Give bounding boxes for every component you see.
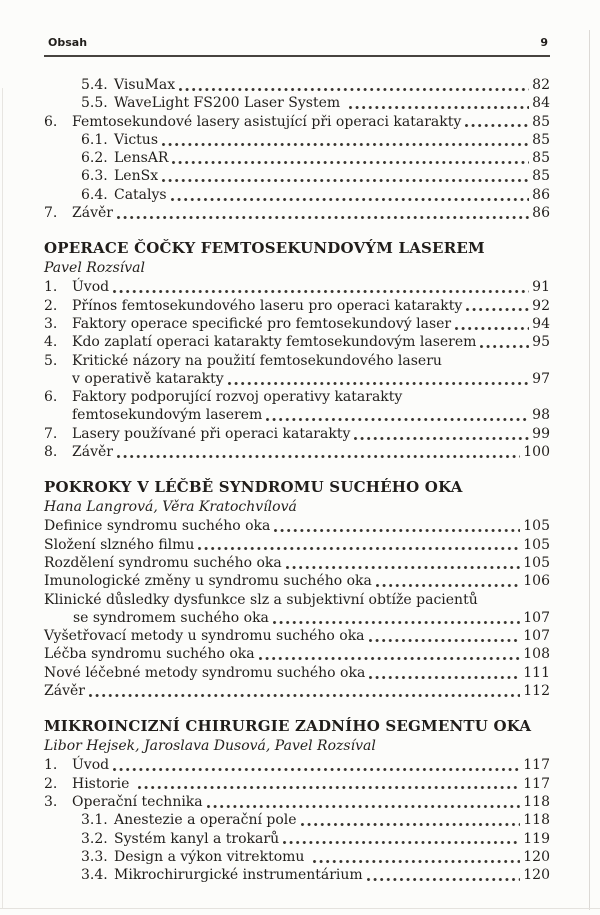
toc-entry-line (72, 352, 550, 370)
toc-entry-page: 120 (523, 848, 550, 865)
toc-entry-label: Historie (72, 775, 134, 792)
toc-entry-label: Závěr (72, 444, 113, 461)
toc-entry-line (72, 204, 550, 222)
toc-entry (44, 315, 550, 333)
toc-entry-line (72, 113, 550, 131)
toc-entry-label: WaveLight FS200 Laser System (114, 95, 345, 112)
toc-entry (44, 149, 550, 167)
toc-entry-page: 95 (532, 334, 550, 351)
toc-entry-body (72, 278, 550, 296)
toc-entry-body (44, 536, 550, 554)
toc-entry (44, 848, 550, 866)
toc-entry (44, 517, 550, 535)
toc-entry-body (72, 425, 550, 443)
dot-leader (465, 124, 529, 127)
section-authors: Pavel Rozsíval (44, 259, 146, 276)
toc-entry-number: 6. (44, 389, 58, 406)
dot-leader (162, 143, 529, 146)
toc-entry-line (44, 682, 550, 700)
toc-entry-line (72, 425, 550, 443)
toc-entry-page: 92 (532, 297, 550, 314)
toc-entry-body (114, 830, 550, 848)
toc-entry-body (44, 645, 550, 663)
toc-entry (44, 204, 550, 222)
toc-entry-page: 97 (532, 370, 550, 387)
dot-leader (207, 805, 521, 808)
toc-entry-line (114, 131, 550, 149)
toc-entry-body (72, 793, 550, 811)
toc-entry-line (114, 76, 550, 94)
toc-entry-label: Lasery používané při operaci katarakty (72, 425, 351, 442)
toc-entry-label: v operativě katarakty (72, 370, 224, 387)
toc-entry-body (114, 76, 550, 94)
toc-entry-body (44, 591, 550, 628)
toc-entry-page: 111 (523, 664, 550, 681)
toc-entry-body (72, 388, 550, 425)
toc-entry-number: 3.1. (81, 812, 108, 829)
toc-entry-label: Systém kanyl a trokarů (114, 830, 280, 847)
scan-edge-artifact (2, 88, 3, 908)
toc-entry (44, 388, 550, 425)
toc-entry-line (114, 94, 550, 112)
toc-entry-line (72, 756, 550, 774)
toc-entry-body (114, 811, 550, 829)
dot-leader (283, 841, 520, 844)
toc-entry-line (114, 811, 550, 829)
toc-section (44, 717, 550, 884)
toc-entry-body (72, 775, 550, 793)
toc-content (44, 57, 550, 884)
dot-leader (367, 878, 521, 881)
dot-leader (301, 823, 521, 826)
toc-entry (44, 333, 550, 351)
toc-entry-label: Design a výkon vitrektomu (114, 848, 309, 865)
toc-entry-number: 7. (44, 205, 58, 222)
toc-entry-line (44, 664, 550, 682)
toc-entry (44, 94, 550, 112)
toc-entry-body (114, 149, 550, 167)
toc-entry (44, 113, 550, 131)
toc-entry-number: 2. (44, 775, 58, 792)
toc-entry-page: 108 (523, 646, 550, 663)
toc-entry-body (44, 517, 550, 535)
scan-edge-artifact (589, 30, 590, 910)
dot-leader (117, 216, 529, 219)
toc-entry-label: Catalys (114, 186, 167, 203)
toc-entry (44, 186, 550, 204)
toc-entry-line (114, 149, 550, 167)
toc-entry-number: 5. (44, 352, 58, 369)
toc-entry (44, 554, 550, 572)
toc-entry-label: VisuMax (114, 77, 176, 93)
toc-entry-label: Nové léčebné metody syndromu suchého oka (44, 664, 366, 681)
toc-entry-label: Anestezie a operační pole (114, 812, 297, 829)
toc-entry-line (72, 775, 550, 793)
toc-entry-number: 6. (44, 113, 58, 130)
toc-entry-body (114, 848, 550, 866)
toc-entry-page: 98 (532, 407, 550, 424)
toc-entry-body (44, 627, 550, 645)
toc-entry-number: 7. (44, 425, 58, 442)
toc-entry-page: 107 (523, 628, 550, 645)
dot-leader (172, 161, 529, 164)
toc-entry-label: Definice syndromu suchého oka (44, 518, 271, 535)
toc-entry-line (44, 517, 550, 535)
toc-entry-body (114, 94, 550, 112)
toc-entry (44, 131, 550, 149)
toc-entry-body (72, 443, 550, 461)
dot-leader (466, 308, 529, 311)
dot-leader (117, 455, 520, 458)
toc-entry-body (72, 113, 550, 131)
toc-entry-label: Operační technika (72, 793, 203, 810)
toc-entry-page: 85 (532, 131, 550, 148)
toc-entry (44, 425, 550, 443)
toc-entry-page: 85 (532, 168, 550, 185)
toc-entry-label: femtosekundovým laserem (72, 407, 263, 424)
toc-entry-page: 118 (523, 812, 550, 829)
toc-entry-label: Úvod (72, 279, 110, 296)
dot-leader (138, 786, 520, 789)
toc-entry-line (44, 591, 550, 609)
dot-leader (89, 694, 520, 697)
scan-edge-artifact (0, 908, 600, 909)
toc-entry-page: 118 (523, 793, 550, 810)
dot-leader (376, 584, 520, 587)
toc-entry-page: 99 (532, 425, 550, 442)
toc-entry-label: Faktory operace specifické pro femtosekundový laser (72, 315, 452, 332)
toc-entry-body (114, 866, 550, 884)
toc-entry (44, 811, 550, 829)
toc-entry-number: 1. (44, 279, 58, 296)
toc-entry-body (72, 756, 550, 774)
toc-entry (44, 572, 550, 590)
toc-entry-number: 1. (44, 757, 58, 774)
toc-entry (44, 775, 550, 793)
toc-entry-number: 3.2. (81, 830, 108, 847)
toc-entry-label: se syndromem suchého oka (73, 609, 269, 626)
toc-entry-body (114, 167, 550, 185)
toc-section (44, 239, 550, 461)
toc-entry-number: 6.1. (81, 131, 108, 148)
toc-entry-line (114, 186, 550, 204)
toc-entry-number: 3. (44, 315, 58, 332)
section-title: POKROKY V LÉČBĚ SYNDROMU SUCHÉHO OKA (44, 478, 463, 497)
toc-entry-page: 85 (532, 113, 550, 130)
toc-entry-page: 119 (523, 830, 550, 847)
toc-entry-label: Rozdělení syndromu suchého oka (44, 554, 282, 571)
dot-leader (179, 88, 529, 91)
dot-leader (369, 639, 521, 642)
section-authors: Hana Langrová, Věra Kratochvílová (44, 498, 297, 515)
toc-entry-number: 6.3. (81, 168, 108, 185)
toc-entry-label: Úvod (72, 757, 110, 774)
toc-entry-number: 8. (44, 444, 58, 461)
page-number: 9 (540, 36, 548, 49)
toc-entry (44, 352, 550, 389)
toc-entry-label: Klinické důsledky dysfunkce slz a subjektivní obtíže pacientů (44, 591, 478, 608)
toc-entry (44, 591, 550, 628)
toc-entry-body (114, 131, 550, 149)
toc-entry (44, 866, 550, 884)
toc-entry-number: 4. (44, 334, 58, 351)
toc-entry-line (44, 572, 550, 590)
toc-entry-body (72, 297, 550, 315)
toc-entry-number: 5.4. (81, 77, 108, 93)
toc-entry-page: 105 (523, 518, 550, 535)
toc-entry-line (44, 645, 550, 663)
toc-entry-number: 2. (44, 297, 58, 314)
toc-entry-label: Imunologické změny u syndromu suchého oka (44, 573, 372, 590)
toc-entry-label: LensAR (114, 150, 169, 167)
dot-leader (369, 676, 520, 679)
toc-entry-label: Složení slzného filmu (44, 536, 195, 553)
toc-entry-line (72, 406, 550, 424)
toc-entry-page: 105 (523, 536, 550, 553)
toc-entry (44, 756, 550, 774)
toc-entry-line (114, 848, 550, 866)
dot-leader (162, 179, 529, 182)
toc-entry-label: Kdo zaplatí operaci katarakty femtosekundovým laserem (72, 334, 477, 351)
toc-section (44, 478, 550, 700)
toc-entry-number: 3.4. (81, 867, 108, 884)
toc-entry-line (72, 443, 550, 461)
toc-entry-page: 117 (523, 757, 550, 774)
dot-leader (273, 621, 520, 624)
toc-entry-line (72, 388, 550, 406)
toc-entry-body (44, 554, 550, 572)
dot-leader (313, 860, 520, 863)
toc-entry (44, 297, 550, 315)
section-title: OPERACE ČOČKY FEMTOSEKUNDOVÝM LASEREM (44, 239, 485, 258)
toc-entry-line (114, 167, 550, 185)
toc-entry (44, 76, 550, 94)
section-authors: Libor Hejsek, Jaroslava Dusová, Pavel Rozsíval (44, 737, 376, 754)
toc-entry-line (44, 627, 550, 645)
toc-entry-number: 3. (44, 793, 58, 810)
toc-entry-page: 105 (523, 554, 550, 571)
toc-entry (44, 536, 550, 554)
toc-entry-number: 5.5. (81, 95, 108, 112)
toc-entry-number: 3.3. (81, 848, 108, 865)
toc-entry-page: 100 (523, 444, 550, 461)
toc-entry-page: 86 (532, 205, 550, 222)
toc-entry-body (44, 682, 550, 700)
toc-entry-page: 107 (523, 609, 550, 626)
toc-entry-label: Přínos femtosekundového laseru pro operaci katarakty (72, 297, 463, 314)
toc-entry-line (44, 609, 550, 627)
dot-leader (113, 768, 520, 771)
toc-entry-line (72, 315, 550, 333)
toc-entry (44, 627, 550, 645)
dot-leader (198, 547, 520, 550)
toc-entry-line (114, 830, 550, 848)
dot-leader (171, 198, 530, 201)
toc-entry-body (114, 186, 550, 204)
toc-entry (44, 645, 550, 663)
toc-entry-page: 94 (532, 315, 550, 332)
toc-entry-body (72, 333, 550, 351)
toc-entry-label: Mikrochirurgické instrumentárium (114, 867, 363, 884)
toc-entry-body (72, 315, 550, 333)
toc-entry-page: 86 (532, 186, 550, 203)
toc-block (44, 76, 550, 222)
toc-entry-line (72, 370, 550, 388)
toc-entry-body (44, 572, 550, 590)
dot-leader (228, 382, 529, 385)
toc-entry-page: 120 (523, 867, 550, 884)
dot-leader (274, 529, 520, 532)
toc-entry-line (72, 793, 550, 811)
toc-entry (44, 830, 550, 848)
toc-entry-label: Vyšetřovací metody u syndromu suchého oka (44, 628, 365, 645)
dot-leader (455, 327, 529, 330)
toc-entry (44, 443, 550, 461)
toc-entry-label: Femtosekundové lasery asistující při operaci katarakty (72, 113, 462, 130)
toc-entry-page: 82 (532, 77, 550, 93)
dot-leader (266, 418, 529, 421)
toc-entry-number: 6.2. (81, 150, 108, 167)
toc-entry-body (72, 352, 550, 389)
toc-entry-body (44, 664, 550, 682)
toc-entry-label: Léčba syndromu suchého oka (44, 646, 255, 663)
toc-entry-label: Kritické názory na použití femtosekundového laseru (72, 352, 442, 369)
toc-entry-page: 85 (532, 150, 550, 167)
dot-leader (286, 566, 521, 569)
page-header (44, 36, 550, 57)
toc-entry (44, 664, 550, 682)
toc-entry-body (72, 204, 550, 222)
toc-entry-line (72, 333, 550, 351)
dot-leader (113, 290, 529, 293)
toc-entry-page: 84 (532, 95, 550, 112)
toc-entry (44, 278, 550, 296)
toc-entry-label: Faktory podporující rozvoj operativy katarakty (72, 389, 403, 406)
toc-entry-page: 91 (532, 279, 550, 296)
toc-entry-label: Závěr (44, 683, 85, 700)
toc-entry-label: Závěr (72, 205, 113, 222)
section-title: MIKROINCIZNÍ CHIRURGIE ZADNÍHO SEGMENTU OKA (44, 717, 532, 736)
toc-entry-line (72, 278, 550, 296)
toc-entry (44, 167, 550, 185)
toc-entry-line (44, 554, 550, 572)
dot-leader (259, 657, 521, 660)
toc-entry-line (72, 297, 550, 315)
toc-entry-number: 6.4. (81, 186, 108, 203)
toc-entry-page: 117 (523, 775, 550, 792)
toc-entry-label: Victus (114, 131, 159, 148)
dot-leader (349, 106, 530, 109)
toc-entry-page: 106 (523, 573, 550, 590)
dot-leader (354, 437, 529, 440)
toc-entry (44, 682, 550, 700)
toc-entry-page: 112 (523, 683, 550, 700)
toc-entry-line (114, 866, 550, 884)
toc-entry (44, 793, 550, 811)
toc-entry-line (44, 536, 550, 554)
toc-entry-label: LenSx (114, 168, 159, 185)
running-title: Obsah (48, 36, 88, 49)
dot-leader (480, 345, 529, 348)
